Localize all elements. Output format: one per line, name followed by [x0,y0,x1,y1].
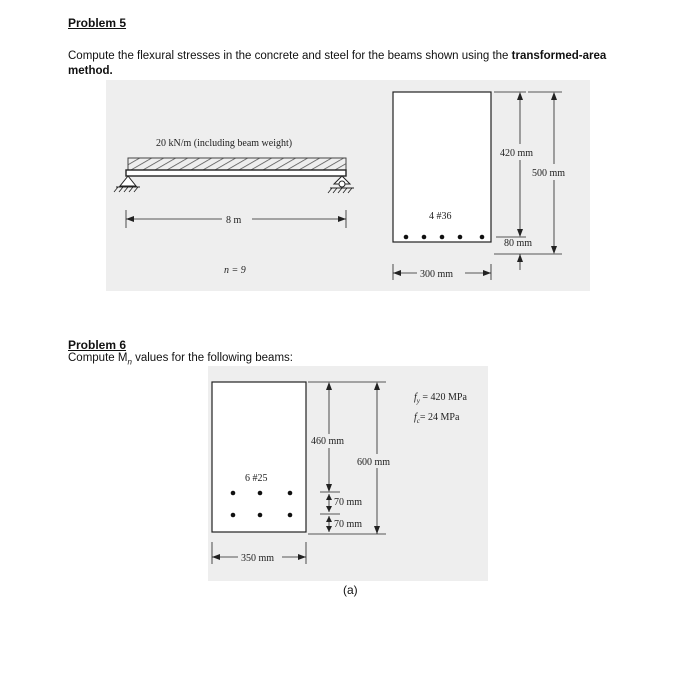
depth-d-dimension [494,92,526,237]
figure-caption: (a) [343,583,358,597]
bars-label: 4 #36 [429,211,452,222]
problem-6-suffix: values for the following beams: [131,352,293,364]
problem-5-statement [68,49,648,79]
problem-5-text: Compute the flexural stresses in the concrete and steel for the beams shown using the [68,50,512,62]
width-label: 300 mm [420,269,454,280]
span-label: 8 m [226,215,242,226]
h-label: 600 mm [357,457,391,468]
cover-label: 80 mm [504,238,533,249]
modular-ratio-label: n = 9 [224,265,246,276]
problem-5-diagram [106,80,590,291]
problem-6-diagram [208,366,488,581]
problem-6-prefix: Compute M [68,352,128,364]
problem-6-figure [208,366,488,581]
width-label: 350 mm [241,553,275,564]
cover-dimension [517,254,523,270]
fy-symbol: f [414,392,417,403]
fc-value: = 24 MPa [419,412,460,423]
d-label: 460 mm [311,436,345,447]
problem-6-subscript: n [127,357,132,367]
problem-5-title: Problem 5 [68,16,127,30]
fy-value: = 420 MPa [419,392,467,403]
fy-subscript: y [416,397,420,405]
fc-subscript: c [416,417,420,425]
depth-d-label: 420 mm [500,148,534,159]
problem-6-title: Problem 6 [68,338,127,352]
depth-h-label: 500 mm [532,168,566,179]
distributed-load [128,158,346,170]
problem-6-statement [68,352,293,366]
fy-label [414,392,467,405]
spacing-1-label: 70 mm [334,497,363,508]
load-label: 20 kN/m (including beam weight) [156,138,293,149]
pin-support-icon [114,176,140,192]
bars-label: 6 #25 [245,473,268,484]
beam-cross-section [212,382,306,532]
beam [126,170,346,176]
spacing-2-label: 70 mm [334,519,363,530]
roller-support-icon [328,176,354,193]
fc-symbol: f [414,412,417,423]
problem-5-method: transformed-area method. [68,50,607,77]
fc-label [414,412,460,425]
problem-5-figure [106,80,590,291]
